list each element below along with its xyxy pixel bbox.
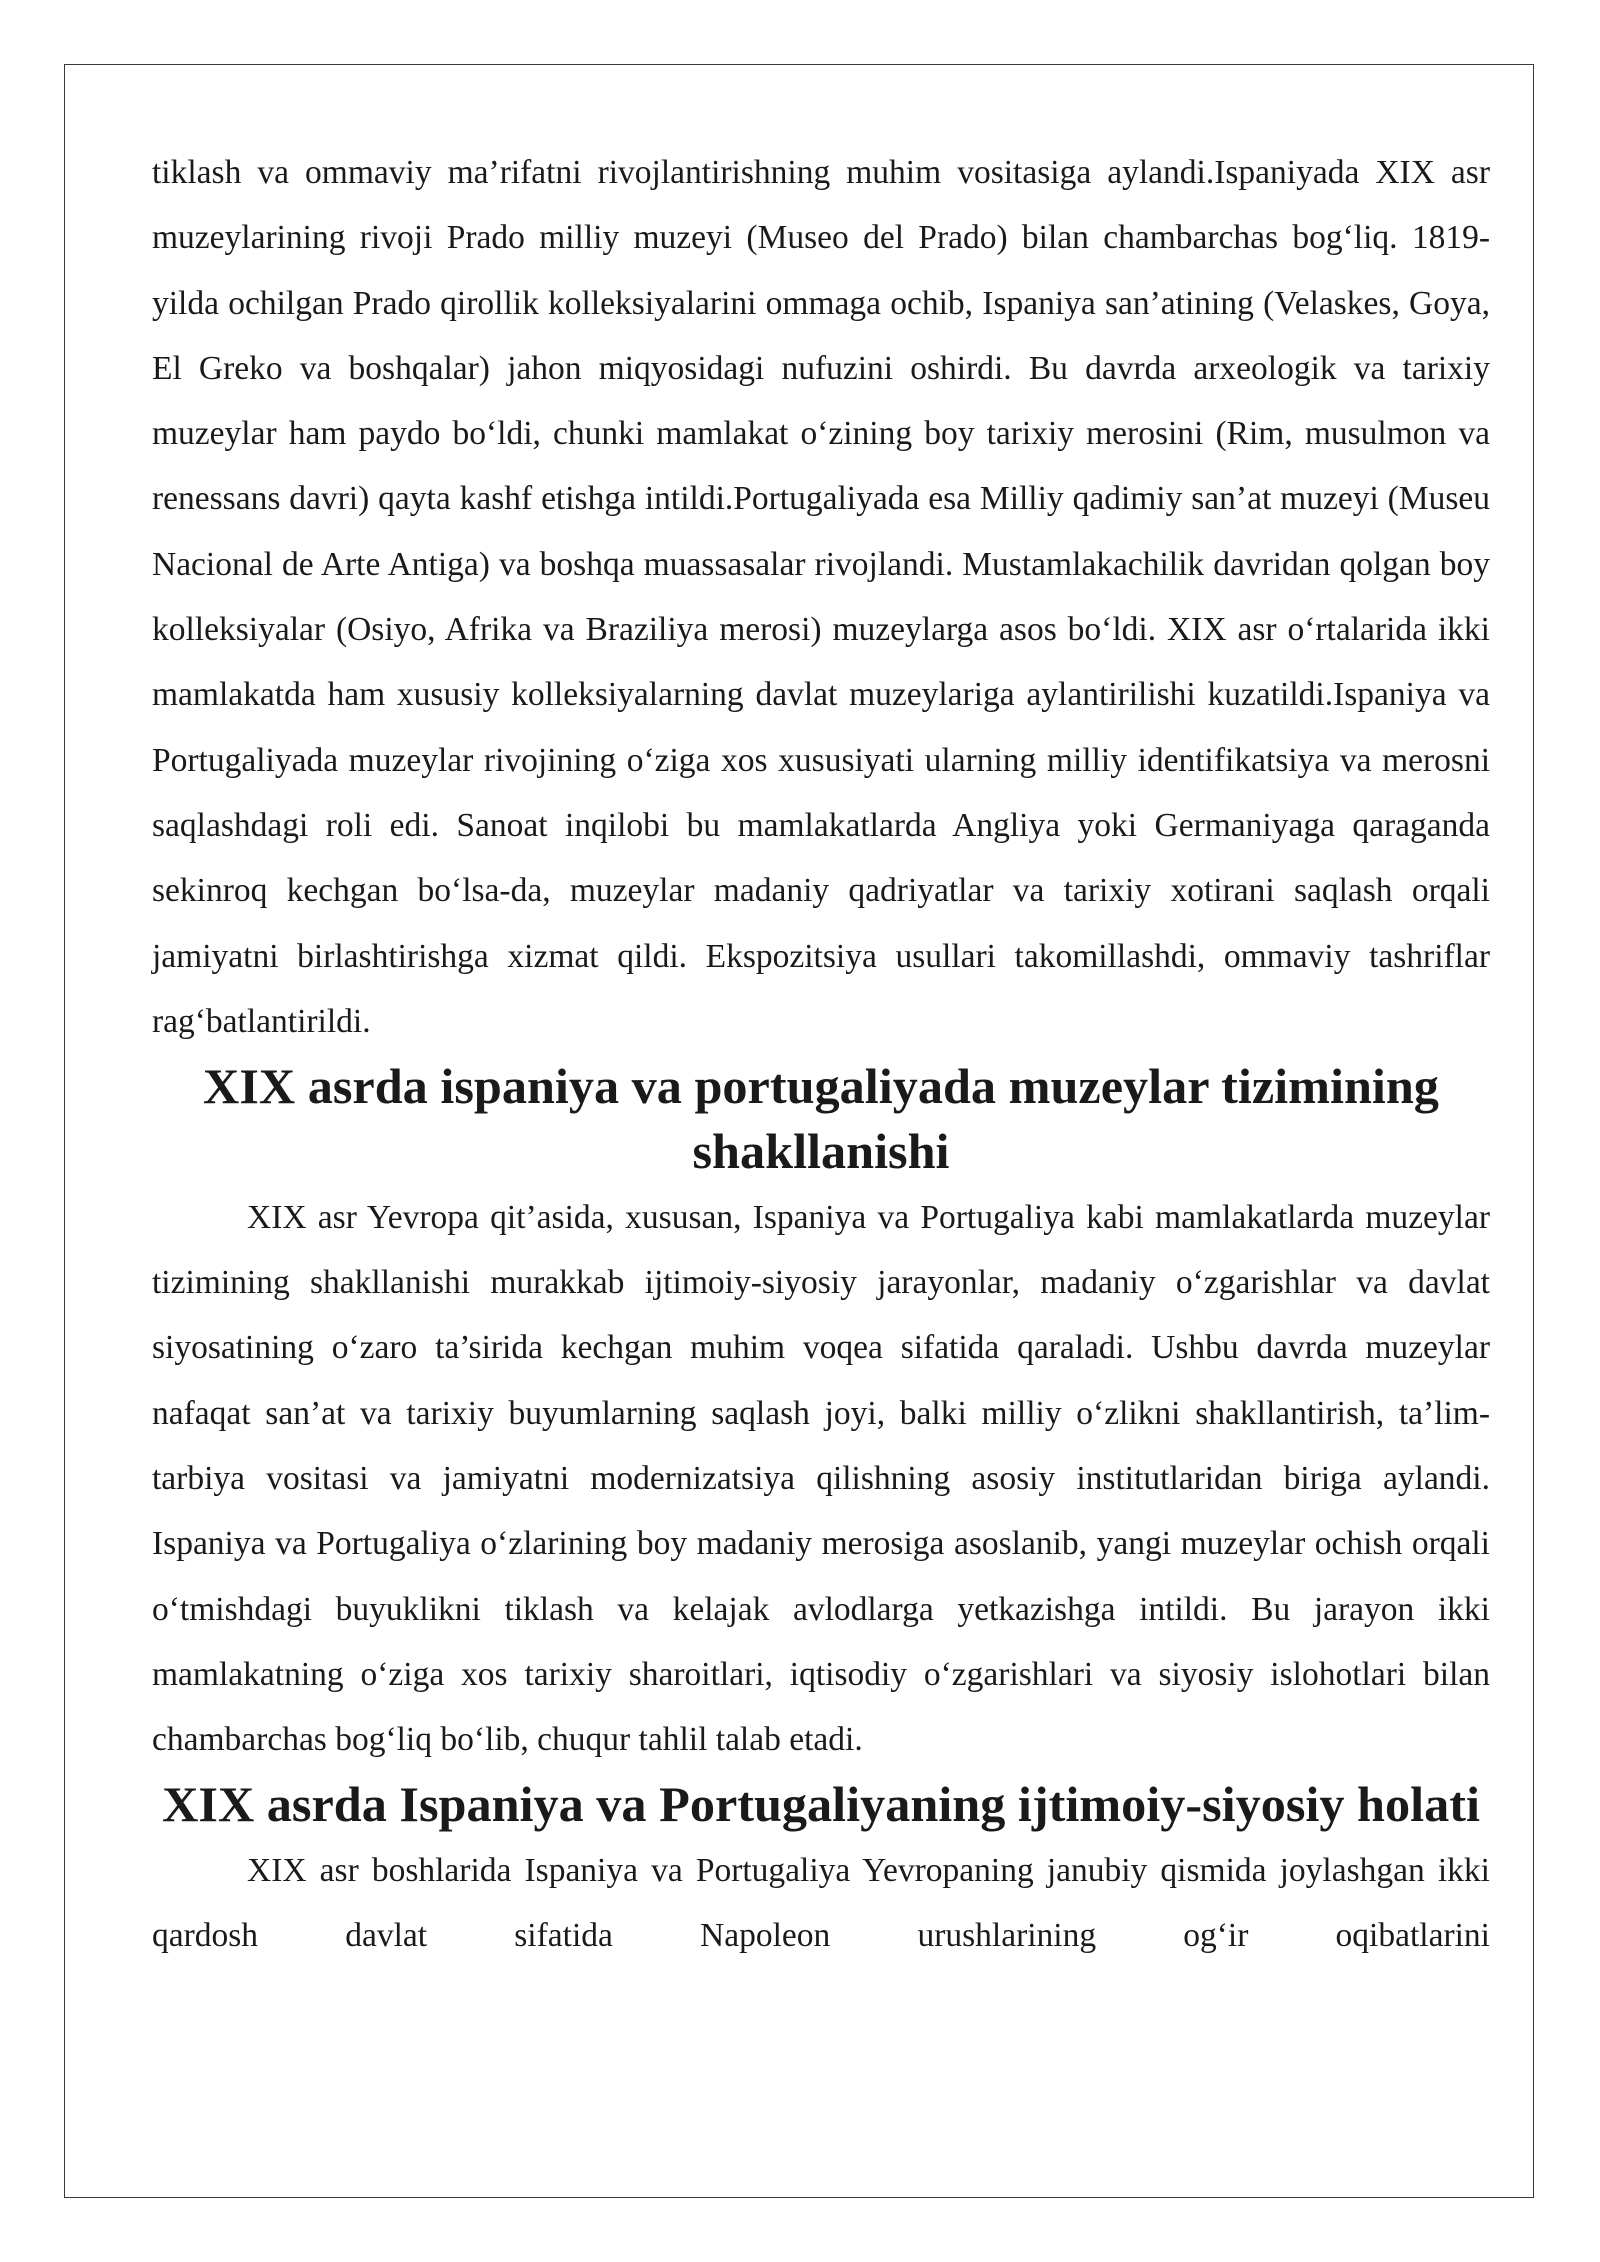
document-body [152,140,1490,1968]
body-paragraph: XIX asr Yevropa qit’asida, xususan, Ispaniya va Portugaliya kabi mamlakatlarda muzeylar tizimining shakllanishi murakkab ijtimoiy-siyosiy jarayonlar, madaniy o‘zgarishlar va davlat siyosatining o‘zaro ta’sirida kechgan muhim voqea sifatida qaraladi. Ushbu davrda muzeylar nafaqat san’at va tarixiy buyumlarning saqlash joyi, balki milliy o‘zlikni shakllantirish, ta’lim-tarbiya vositasi va jamiyatni modernizatsiya qilishning asosiy institutlaridan biriga aylandi. Ispaniya va Portugaliya o‘zlarining boy madaniy merosiga asoslanib, yangi muzeylar ochish orqali o‘tmishdagi buyuklikni tiklash va kelajak avlodlarga yetkazishga intildi. Bu jarayon ikki mamlakatning o‘ziga xos tarixiy sharoitlari, iqtisodiy o‘zgarishlari va siyosiy islohotlari bilan chambarchas bog‘liq bo‘lib, chuqur tahlil talab etadi. [152,1198,1490,1759]
body-paragraph: tiklash va ommaviy ma’rifatni rivojlantirishning muhim vositasiga aylandi.Ispaniyada XIX asr muzeylarining rivoji Prado milliy muzeyi (Museo del Prado) bilan chambarchas bog‘liq. 1819-yilda ochilgan Prado qirollik kolleksiyalarini ommaga ochib, Ispaniya san’atining (Velaskes, Goya, El Greko va boshqalar) jahon miqyosidagi nufuzini oshirdi. Bu davrda arxeologik va tarixiy muzeylar ham paydo bo‘ldi, chunki mamlakat o‘zining boy tarixiy merosini (Rim, musulmon va renessans davri) qayta kashf etishga intildi.Portugaliyada esa Milliy qadimiy san’at muzeyi (Museu Nacional de Arte Antiga) va boshqa muassasalar rivojlandi. Mustamlakachilik davridan qolgan boy kolleksiyalar (Osiyo, Afrika va Braziliya merosi) muzeylarga asos bo‘ldi. XIX asr o‘rtalarida ikki mamlakatda ham xususiy kolleksiyalarning davlat muzeylariga aylantirilishi kuzatildi.Ispaniya va Portugaliyada muzeylar rivojining o‘ziga xos xususiyati ularning milliy identifikatsiya va merosni saqlashdagi roli edi. Sanoat inqilobi bu mamlakatlarda Angliya yoki Germaniyaga qaraganda sekinroq kechgan bo‘lsa-da, muzeylar madaniy qadriyatlar va tarixiy xotirani saqlash orqali jamiyatni birlashtirishga xizmat qildi. Ekspozitsiya usullari takomillashdi, ommaviy tashriflar rag‘batlantirildi. [152,154,1490,1040]
section-heading: XIX asrda Ispaniya va Portugaliyaning ijtimoiy-siyosiy holati [162,1776,1480,1833]
body-paragraph: XIX asr boshlarida Ispaniya va Portugaliya Yevropaning janubiy qismida joylashgan ikki qardosh davlat sifatida Napoleon urushlarining og‘ir oqibatlarini [152,1851,1490,1955]
section-heading: XIX asrda ispaniya va portugaliyada muzeylar tizimining shakllanishi [203,1058,1439,1180]
